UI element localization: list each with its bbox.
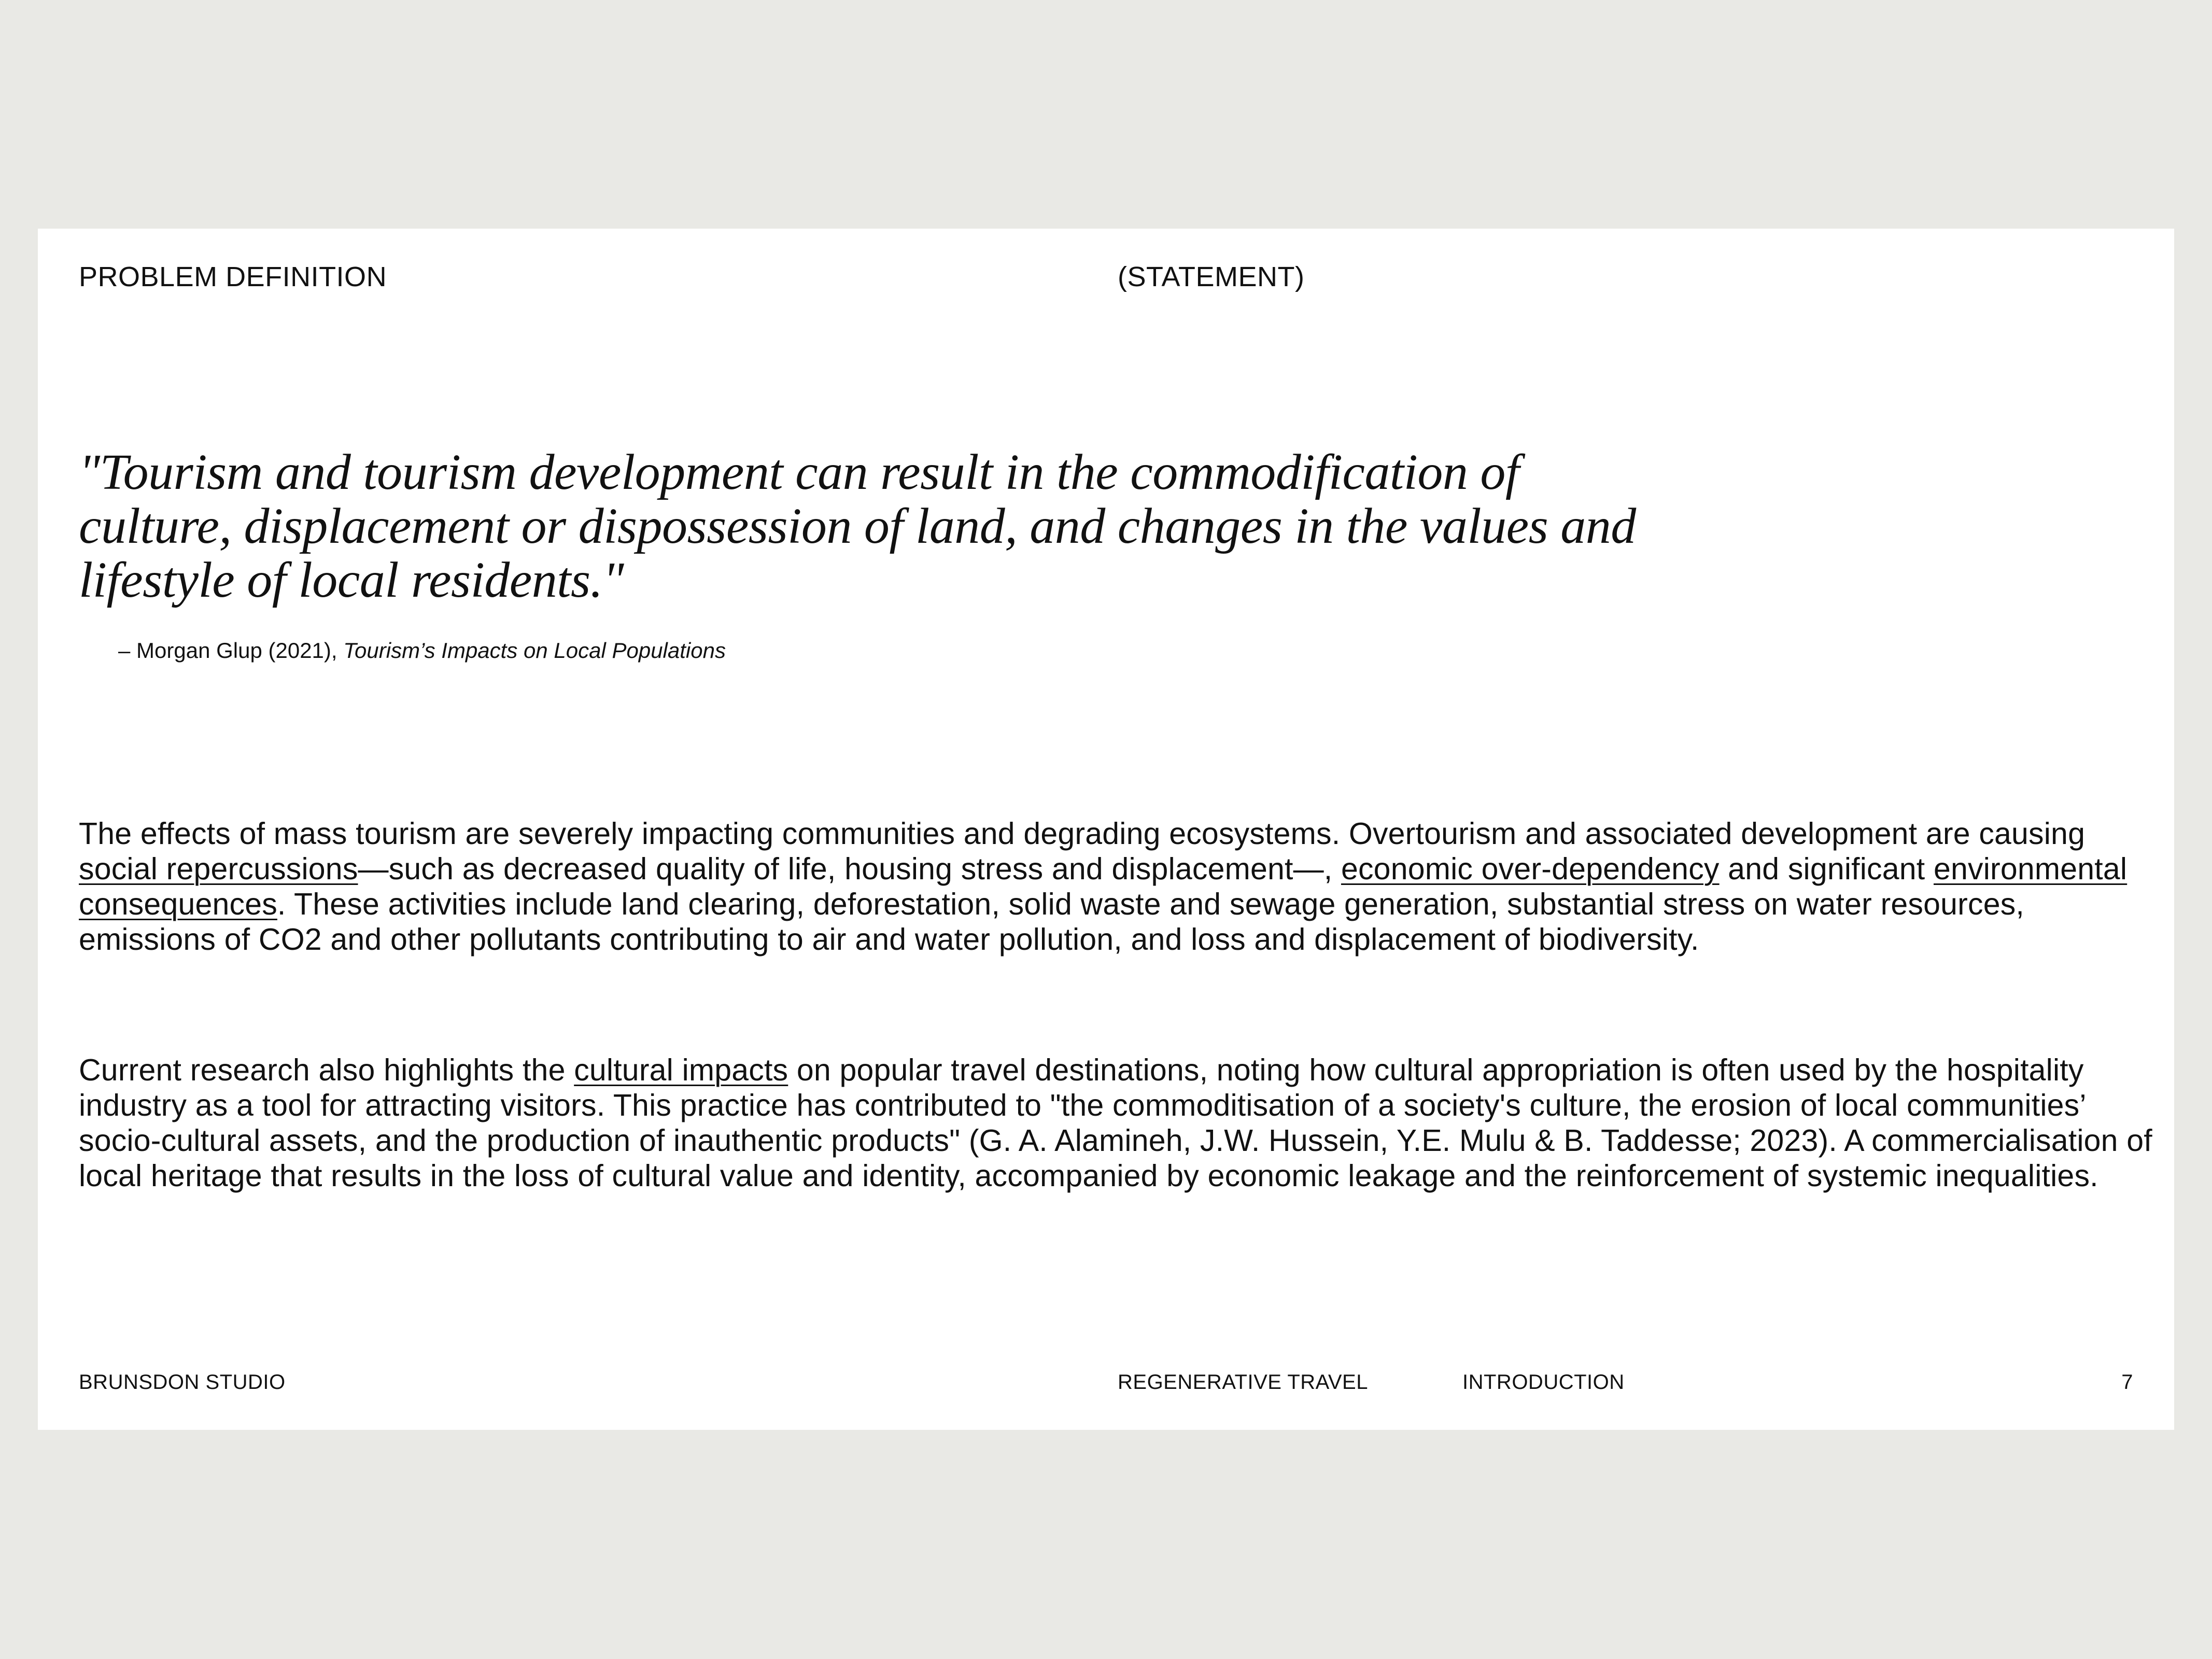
cultural-impacts-link[interactable]: cultural impacts [574, 1053, 788, 1087]
attribution-author: – Morgan Glup (2021), [118, 638, 344, 663]
social-repercussions-link[interactable]: social repercussions [79, 852, 358, 886]
environmental-consequences-link[interactable]: environmental consequences [79, 852, 2128, 921]
paragraph-text: on popular travel destinations, noting how cultural appropriation is often used by the hospitality industry as a tool for attracting visitors. This practice has contributed to "the commoditisation of a society's culture, the erosion of local communities’ socio-cultural assets, and the production of inauthentic products" (G. A. Alamineh, J.W. Hussein, Y.E. Mulu & B. Taddesse; 2023). A commercialisation of local heritage that results in the loss of cultural value and identity, accompanied by economic leakage and the reinforcement of systemic inequalities. [79, 1053, 2152, 1193]
footer-project: REGENERATIVE TRAVEL [1118, 1371, 1368, 1394]
body-paragraph-1 [79, 816, 2152, 957]
paragraph-text: —such as decreased quality of life, housing stress and displacement—, [358, 852, 1341, 886]
pull-quote: "Tourism and tourism development can result in the commodification of culture, displacement or dispossession of land, and changes in the values and lifestyle of local residents." [79, 444, 1636, 608]
paragraph-text: . These activities include land clearing, deforestation, solid waste and sewage generation, substantial stress on water resources, emissions of CO2 and other pollutants contributing to air and water pollution, and loss and displacement of biodiversity. [79, 887, 2025, 957]
paragraph-text: The effects of mass tourism are severely impacting communities and degrading ecosystems. Overtourism and associated development are causing [79, 817, 2086, 851]
footer-studio: BRUNSDON STUDIO [79, 1371, 286, 1394]
attribution-work-title: Tourism’s Impacts on Local Populations [343, 638, 726, 663]
slide-page [38, 229, 2174, 1430]
section-label: (STATEMENT) [1118, 261, 1305, 292]
page-number: 7 [2121, 1371, 2133, 1394]
body-paragraph-2 [79, 1052, 2152, 1193]
quote-attribution [118, 640, 726, 662]
economic-over-dependency-link[interactable]: economic over-dependency [1341, 852, 1720, 886]
paragraph-text: Current research also highlights the [79, 1053, 574, 1087]
footer-chapter: INTRODUCTION [1462, 1371, 1625, 1394]
paragraph-text: and significant [1719, 852, 1934, 886]
section-title: PROBLEM DEFINITION [79, 261, 387, 292]
